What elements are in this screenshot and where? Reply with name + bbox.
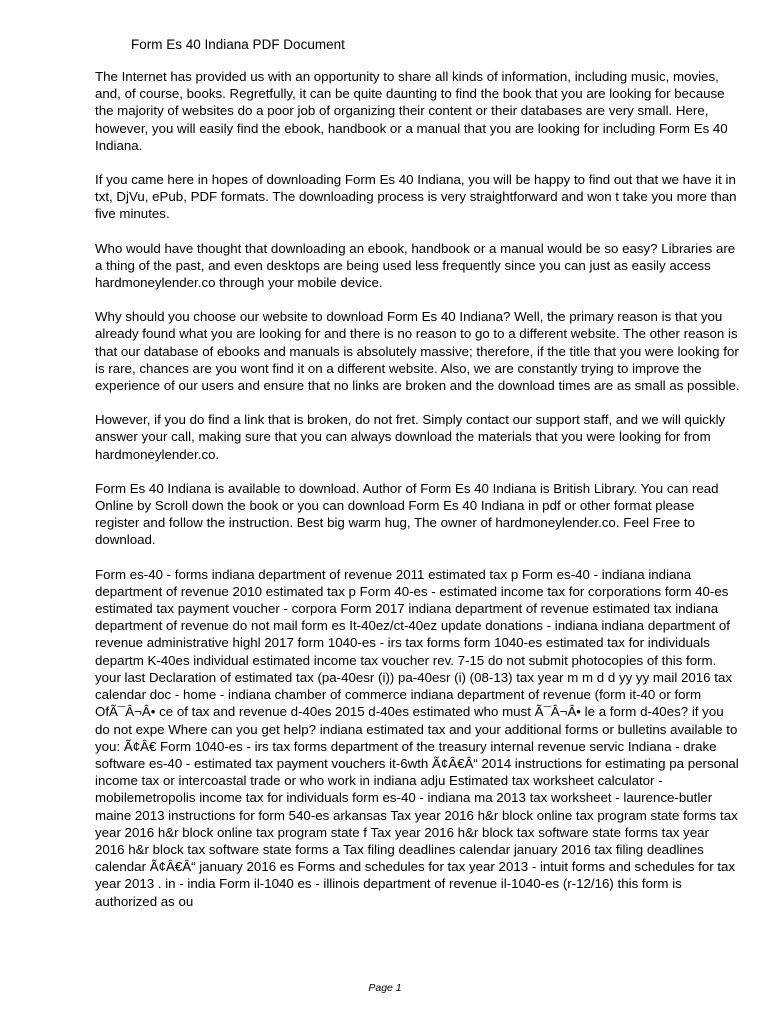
- document-body: [95, 68, 740, 910]
- document-title: Form Es 40 Indiana PDF Document: [131, 37, 345, 52]
- paragraph-availability: Form Es 40 Indiana is available to download. Author of Form Es 40 Indiana is British Library. You can read Online by Scroll down the book or you can download Form Es 40 Indiana in pdf or other format please register and follow the instruction. Best big warm hug, The owner of hardmoneylender.co. Feel Free to download.: [95, 480, 719, 548]
- paragraph-broken-link: However, if you do find a link that is broken, do not fret. Simply contact our support staff, and we will quickly answer your call, making sure that you can always download the materials that you were looking for from hardmoneylender.co.: [95, 412, 726, 462]
- paragraph-why-choose: Why should you choose our website to download Form Es 40 Indiana? Well, the primary reason is that you already found what you are looking for and there is no reason to go to a different website. The other reason is that our database of ebooks and manuals is absolutely massive; therefore, if the title that you were looking for is rare, chances are you wont find it on a different website. Also, we are constantly trying to improve the experience of our users and ensure that no links are broken and the download times are as small as possible.: [95, 309, 740, 394]
- paragraph-intro: The Internet has provided us with an opportunity to share all kinds of information, including music, movies, and, of course, books. Regretfully, it can be quite daunting to find the book that you are looking for because the majority of websites do a poor job of organizing their content or their databases are very small. Here, however, you will easily find the ebook, handbook or a manual that you are looking for including Form Es 40 Indiana.: [95, 69, 728, 153]
- page-number: Page 1: [368, 982, 402, 994]
- paragraph-easy-download: Who would have thought that downloading an ebook, handbook or a manual would be so easy? Libraries are a thing of the past, and even desktops are being used less frequently since you can just as easily access hardmoneylender.co through your mobile device.: [95, 240, 736, 291]
- paragraph-formats: If you came here in hopes of downloading Form Es 40 Indiana, you will be happy to find out that we have it in txt, DjVu, ePub, PDF formats. The downloading process is very straightforward and won t take you more than five minutes.: [95, 172, 737, 222]
- paragraph-keywords: Form es-40 - forms indiana department of revenue 2011 estimated tax p Form es-40 - indiana indiana department of revenue 2010 estimated tax p Form 40-es - estimated income tax for corporations form 40-es estimated tax payment voucher - corpora Form 2017 indiana department of revenue estimated tax indiana department of revenue do not mail form es It-40ez/ct-40ez update donations - indiana indiana department of revenue administrative highl 2017 form 1040-es - irs tax forms form 1040-es estimated tax for individuals departm K-40es individual estimated income tax voucher rev. 7-15 do not submit photocopies of this form. your last Declaration of estimated tax (pa-40esr (i)) pa-40esr (i) (08-13) tax year m m d d yy yy mail 2016 tax calendar doc - home - indiana chamber of commerce indiana department of revenue (form it-40 or form OfÃ¯Â¬Â• ce of tax and revenue d-40es 2015 d-40es estimated who must Ã¯Â¬Â• le a form d-40es? if you do not expe Where can you get help? indiana estimated tax and your additional forms or bulletins available to you: Ã¢Â€ Form 1040-es - irs tax forms department of the treasury internal revenue servic Indiana - drake software es-40 - estimated tax payment vouchers it-6wth Ã¢Â€Â“ 2014 instructions for estimating pa personal income tax or intercoastal trade or who work in indiana adju Estimated tax worksheet calculator - mobilemetropolis income tax for individuals form es-40 - indiana ma 2013 tax worksheet - laurence-butler maine 2013 instructions for form 540-es arkansas Tax year 2016 h&r block online tax program state forms tax year 2016 h&r block online tax program state f Tax year 2016 h&r block tax software state forms tax year 2016 h&r block tax software state forms a Tax filing deadlines calendar january 2016 tax filing deadlines calendar Ã¢Â€Â“ january 2016 es Forms and schedules for tax year 2013 - intuit forms and schedules for tax year 2013 . in - india Form il-1040 es - illinois department of revenue il-1040-es (r-12/16) this form is authorized as ou: [95, 566, 739, 909]
